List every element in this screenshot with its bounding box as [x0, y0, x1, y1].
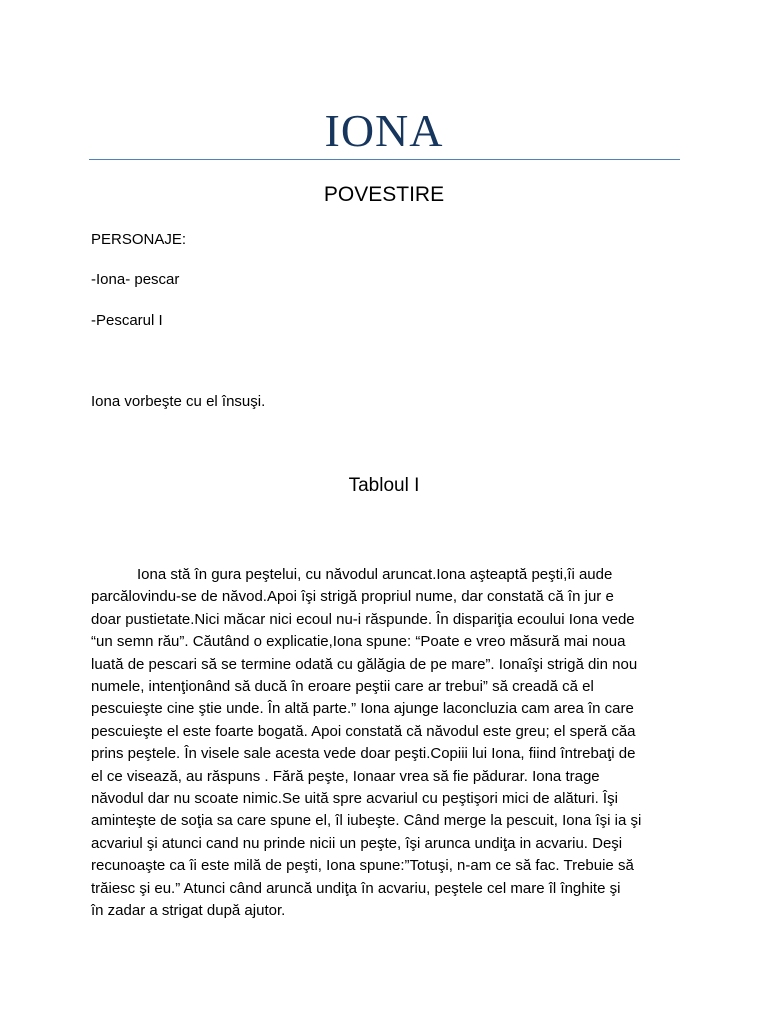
paragraph-line: el ce visează, au răspuns . Fără peşte, Ionaar vrea să fie pădurar. Iona trage — [91, 767, 600, 785]
title-underline — [89, 159, 680, 160]
character-line: -Iona- pescar — [91, 271, 180, 288]
characters-heading: PERSONAJE: — [91, 231, 187, 248]
character-line: -Pescarul I — [91, 312, 163, 329]
paragraph-line: pescuieşte cine ştie unde. În altă parte.” Iona ajunge laconcluzia cam area în care — [91, 700, 634, 718]
document-title: IONA — [324, 105, 444, 156]
paragraph-line: pescuieşte el este foarte bogată. Apoi constată că năvodul este greu; el speră căa — [91, 722, 636, 740]
scene-title: Tabloul I — [348, 475, 420, 496]
paragraph-line: numele, intenţionând să ducă în eroare peştii care ar trebui” să creadă că el — [91, 678, 594, 696]
paragraph-line: luată de pescari să se termine odată cu gălăgia de pe mare”. Ionaîşi strigă din nou — [91, 655, 638, 673]
paragraph-line: acvariul şi atunci cand nu prinde nicii un peşte, îşi arunca undiţa in acvariu. Deşi — [91, 834, 623, 852]
paragraph-line: trăiesc şi eu.” Atunci când aruncă undiţa în acvariu, peştele cel mare îl înghite şi — [91, 879, 621, 897]
paragraph-line: prins peştele. În visele sale acesta vede doar peşti.Copiii lui Iona, fiind întrebaţi de — [91, 745, 636, 763]
paragraph-line: în zadar a strigat după ajutor. — [91, 902, 286, 920]
paragraph-line: doar pustietate.Nici măcar nici ecoul nu-i răspunde. În dispariţia ecoului Iona vede — [91, 610, 635, 628]
paragraph-line: năvodul dar nu scoate nimic.Se uită spre acvariul cu peştişori mici de alături. Îşi — [91, 790, 618, 808]
paragraph-line: recunoaşte ca îi este milă de peşti, Iona spune:”Totuşi, n-am ce să fac. Trebuie să — [91, 857, 634, 875]
stage-direction: Iona vorbeşte cu el însuşi. — [91, 393, 266, 410]
paragraph-line: “un semn rău”. Căutând o explicatie,Iona spune: “Poate e vreo măsură mai noua — [91, 633, 626, 651]
paragraph-line: parcălovindu-se de năvod.Apoi îşi strigă propriul nume, dar constată că în jur e — [91, 588, 614, 606]
document-subtitle: POVESTIRE — [323, 183, 445, 206]
body-paragraph — [91, 564, 681, 923]
paragraph-line: Iona stă în gura peştelui, cu năvodul aruncat.Iona aşteaptă peşti,îi aude — [137, 566, 613, 583]
paragraph-line: aminteşte de soţia sa care spune el, îl iubeşte. Când merge la pescuit, Iona îşi ia şi — [91, 812, 642, 830]
